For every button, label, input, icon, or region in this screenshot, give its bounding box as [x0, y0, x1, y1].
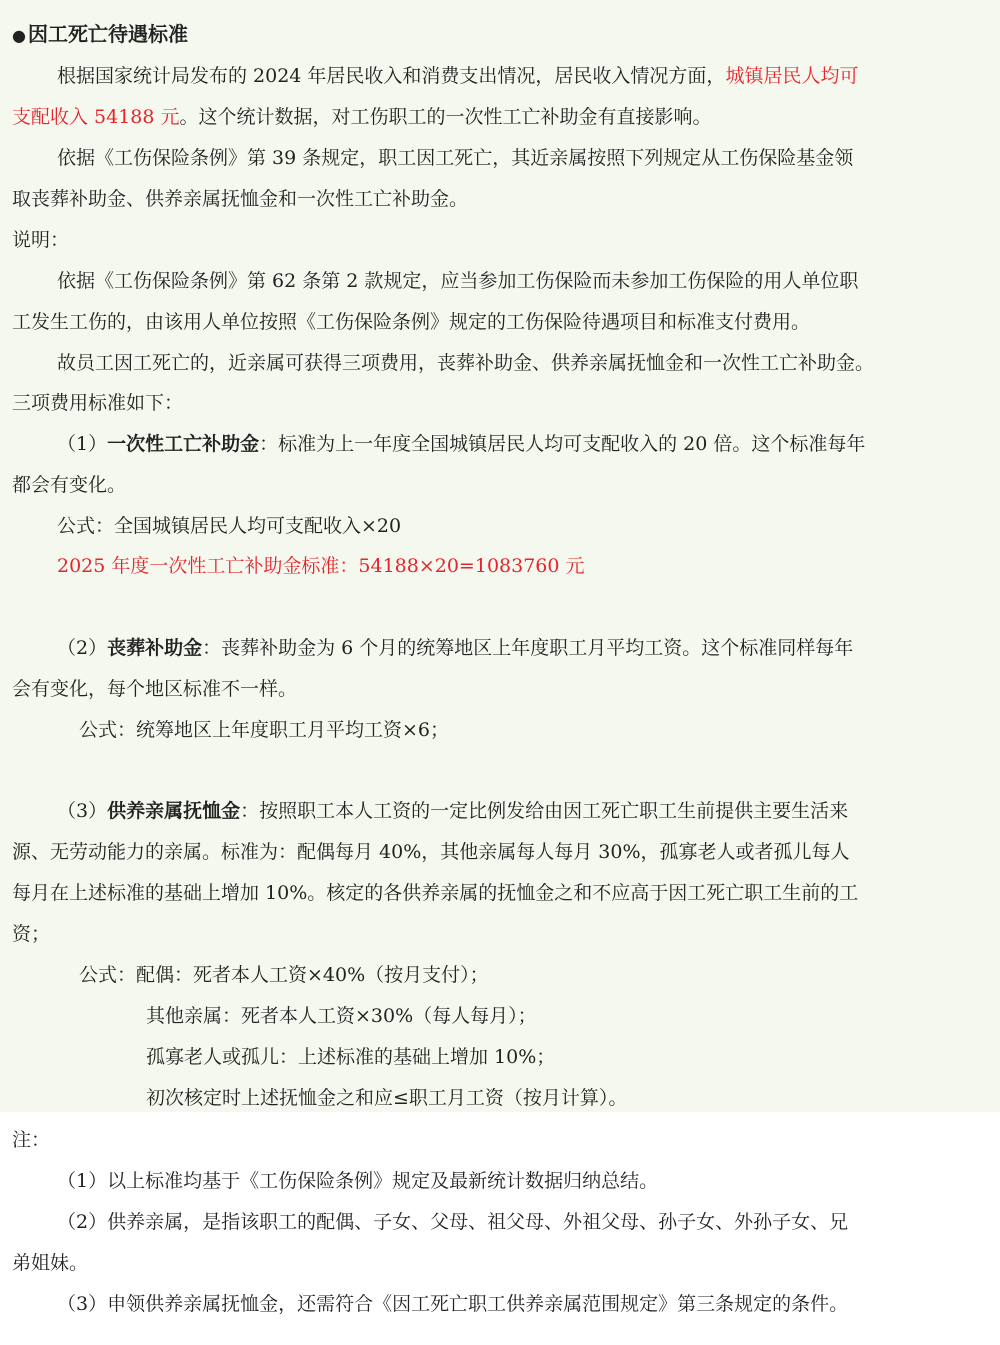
item-2-line-2: 会有变化，每个地区标准不一样。	[12, 678, 298, 700]
item-1-line-1	[57, 431, 865, 457]
paragraph-3-line-2: 工发生工伤的，由该用人单位按照《工伤保险条例》规定的工伤保险待遇项目和标准支付费用。	[12, 311, 811, 333]
item-number: （3）	[57, 800, 108, 822]
item-3-line-4: 资；	[12, 923, 51, 945]
paragraph-4-line-1: 故员工因工死亡的，近亲属可获得三项费用，丧葬补助金、供养亲属抚恤金和一次性工亡补助金。	[57, 352, 875, 374]
item-title: 丧葬补助金	[107, 637, 203, 659]
note-2-line-1: （2）供养亲属，是指该职工的配偶、子女、父母、祖父母、外祖父母、孙子女、外孙子女、兄	[57, 1211, 849, 1233]
paragraph-2-line-2: 取丧葬补助金、供养亲属抚恤金和一次性工亡补助金。	[12, 188, 469, 210]
item-3-formula-4: 初次核定时上述抚恤金之和应≤职工月工资（按月计算）。	[146, 1087, 628, 1109]
paragraph-1-line-1	[57, 63, 858, 89]
item-3-line-3: 每月在上述标准的基础上增加 10%。核定的各供养亲属的抚恤金之和不应高于因工死亡职工生前的工	[12, 882, 859, 904]
item-title: 一次性工亡补助金	[107, 433, 260, 455]
paragraph-2-line-1: 依据《工伤保险条例》第 39 条规定，职工因工死亡，其近亲属按照下列规定从工伤保险基金领	[57, 147, 854, 169]
section-title	[12, 21, 188, 49]
item-1-formula: 公式：全国城镇居民人均可支配收入×20	[57, 515, 402, 537]
item-3-formula-1: 公式：配偶：死者本人工资×40%（按月支付）；	[79, 964, 489, 986]
text-run: ：标准为上一年度全国城镇居民人均可支配收入的 20 倍。这个标准每年	[259, 433, 866, 455]
explanation-label: 说明：	[12, 229, 70, 251]
highlight-text: 支配收入 54188 元	[12, 106, 180, 128]
note-3: （3）申领供养亲属抚恤金，还需符合《因工死亡职工供养亲属范围规定》第三条规定的条件。	[57, 1293, 849, 1315]
item-2-formula: 公式：统筹地区上年度职工月平均工资×6；	[79, 719, 450, 741]
paragraph-3-line-1: 依据《工伤保险条例》第 62 条第 2 款规定，应当参加工伤保险而未参加工伤保险的用人单位职	[57, 270, 859, 292]
notes-label: 注：	[12, 1129, 51, 1151]
item-3-formula-3: 孤寡老人或孤儿：上述标准的基础上增加 10%；	[146, 1046, 556, 1068]
item-2-line-1	[57, 635, 853, 661]
item-1-result: 2025 年度一次性工亡补助金标准：54188×20=1083760 元	[57, 555, 585, 577]
section-title-text: 因工死亡待遇标准	[27, 22, 188, 46]
paragraph-1-line-2	[12, 104, 712, 130]
item-3-line-2: 源、无劳动能力的亲属。标准为：配偶每月 40%，其他亲属每人每月 30%，孤寡老人或者孤儿每人	[12, 841, 850, 863]
highlight-text: 城镇居民人均可	[725, 65, 859, 87]
paragraph-4-line-2: 三项费用标准如下：	[12, 392, 184, 414]
text-run: ：丧葬补助金为 6 个月的统筹地区上年度职工月平均工资。这个标准同样每年	[202, 637, 854, 659]
bullet-icon: ●	[12, 26, 26, 45]
item-1-line-2: 都会有变化。	[12, 474, 127, 496]
item-title: 供养亲属抚恤金	[107, 800, 241, 822]
item-3-line-1	[57, 798, 848, 824]
note-1: （1）以上标准均基于《工伤保险条例》规定及最新统计数据归纳总结。	[57, 1170, 659, 1192]
item-number: （2）	[57, 637, 108, 659]
text-run: 根据国家统计局发布的 2024 年居民收入和消费支出情况，居民收入情况方面，	[57, 65, 726, 87]
item-number: （1）	[57, 433, 108, 455]
text-run: ：按照职工本人工资的一定比例发给由因工死亡职工生前提供主要生活来	[240, 800, 849, 822]
note-2-line-2: 弟姐妹。	[12, 1252, 89, 1274]
item-3-formula-2: 其他亲属：死者本人工资×30%（每人每月）；	[146, 1005, 537, 1027]
text-run: 。这个统计数据，对工伤职工的一次性工亡补助金有直接影响。	[179, 106, 712, 128]
